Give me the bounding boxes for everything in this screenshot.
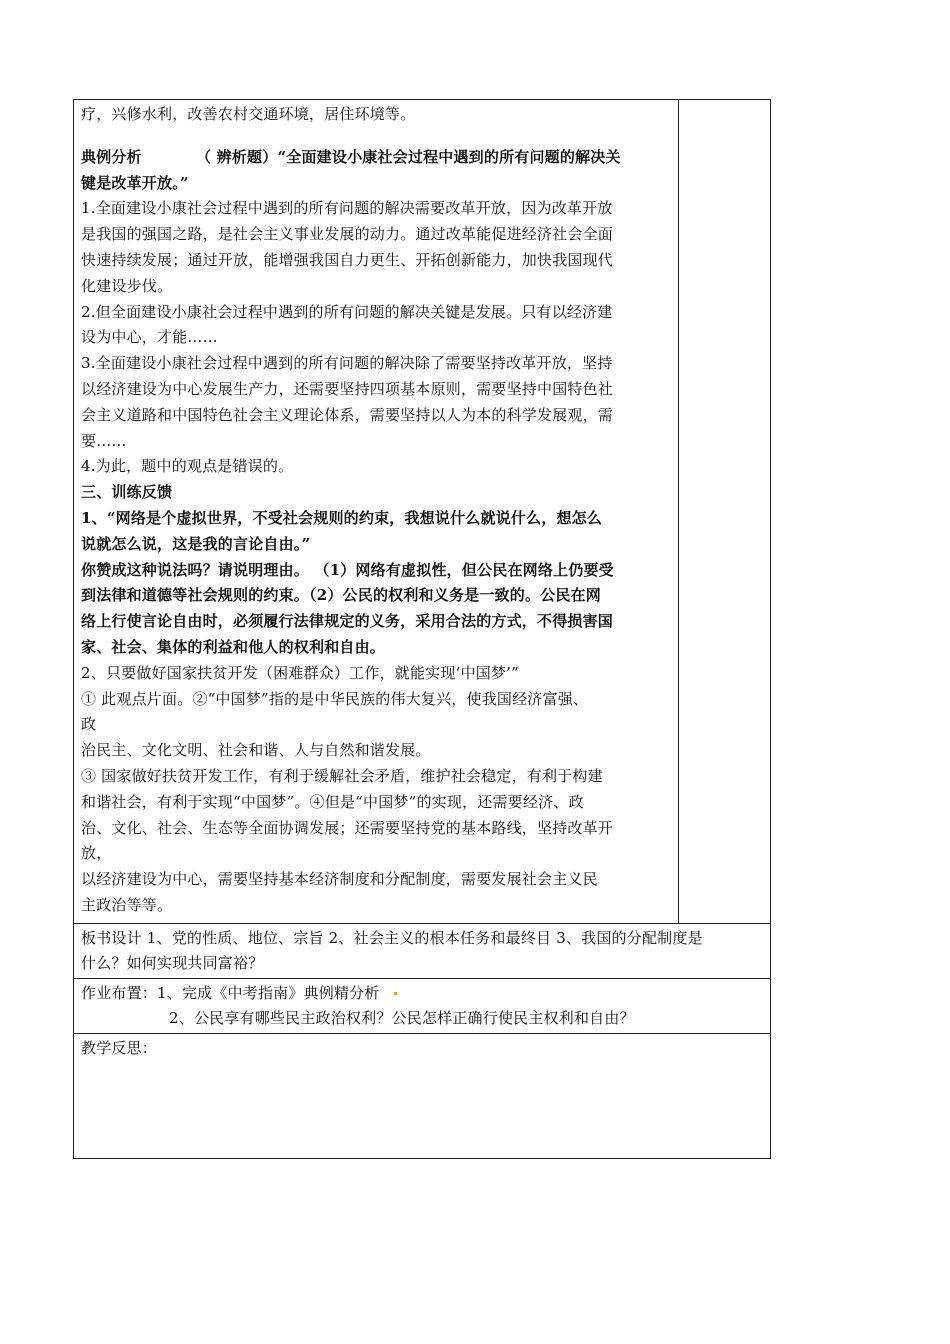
analysis-heading: 典例分析 （ 辨析题）“全面建设小康社会过程中遇到的所有问题的解决关 [81, 147, 621, 166]
question-2-line: 2、只要做好国家扶贫开发（困难群众）工作，就能实现‘中国梦’” [81, 663, 519, 682]
analysis-heading-cont: 键是改革开放。” [81, 173, 189, 192]
answer-2-line: 治、文化、社会、生态等全面协调发展；还需要坚持党的基本路线，坚持改革开 [81, 818, 614, 837]
answer-2-line: 以经济建设为中心，需要坚持基本经济制度和分配制度，需要发展社会主义民 [81, 870, 598, 889]
point-1-line: 化建设步伐。 [81, 276, 173, 295]
point-1-line: 快速持续发展；通过开放，能增强我国自力更生、开拓创新能力，加快我国现代 [81, 250, 614, 269]
point-3-line: 3.全面建设小康社会过程中遇到的所有问题的解决除了需要坚持改革开放，坚持 [81, 354, 613, 373]
question-1-line: 说就怎么说，这是我的言论自由。” [81, 534, 311, 553]
answer-1-line: 络上行使言论自由时，必须履行法律规定的义务，采用合法的方式，不得损害国 [81, 612, 614, 631]
answer-2-line: 主政治等等。 [81, 895, 173, 914]
point-1-line: 1.全面建设小康社会过程中遇到的所有问题的解决需要改革开放，因为改革开放 [81, 199, 613, 218]
answer-2-line: 放， [81, 844, 112, 863]
reflection-row [74, 1034, 770, 1158]
board-design-line: 板书设计 1、党的性质、地位、宗旨 2、社会主义的根本任务和最终目 3、我国的分配制度是 [81, 928, 703, 947]
point-3-line: 以经济建设为中心发展生产力，还需要坚持四项基本原则，需要坚持中国特色社 [81, 379, 614, 398]
point-2-line: 2.但全面建设小康社会过程中遇到的所有问题的解决关键是发展。只有以经济建 [81, 302, 613, 321]
section-3-title: 三、训练反馈 [81, 483, 173, 502]
notes-cell [679, 100, 770, 923]
answer-2-line: ③ 国家做好扶贫开发工作，有利于缓解社会矛盾，维护社会稳定，有利于构建 [81, 766, 603, 785]
answer-2-line: 政 [81, 715, 97, 734]
content-cell [74, 100, 679, 923]
point-2-line: 设为中心，才能…… [81, 328, 218, 347]
intro-line: 疗，兴修水利，改善农村交通环境，居住环境等。 [81, 105, 416, 123]
point-4-line: 4.为此，题中的观点是错误的。 [81, 457, 294, 476]
answer-2-line: 和谐社会，有利于实现“中国梦”。④但是“中国梦”的实现，还需要经济、政 [81, 792, 584, 811]
homework-line-2: 2、公民享有哪些民主政治权利？公民怎样正确行使民主权利和自由？ [169, 1008, 635, 1027]
answer-1-line: 家、社会、集体的利益和他人的权利和自由。 [81, 637, 386, 656]
mark-dot [394, 992, 397, 995]
content-row [74, 100, 770, 924]
answer-1-line: 你赞成这种说法吗？请说明理由。 （1）网络有虚拟性，但公民在网络上仍要受 [81, 560, 614, 579]
point-3-line: 要…… [81, 431, 127, 450]
point-1-line: 是我国的强国之路，是社会主义事业发展的动力。通过改革能促进经济社会全面 [81, 225, 614, 244]
point-3-line: 会主义道路和中国特色社会主义理论体系，需要坚持以人为本的科学发展观，需 [81, 405, 614, 424]
homework-line-1: 作业布置：1、完成《中考指南》典例精分析 [81, 983, 380, 1002]
board-design-row [74, 924, 770, 979]
answer-2-line: ① 此观点片面。②“中国梦”指的是中华民族的伟大复兴，使我国经济富强、 [81, 689, 589, 708]
homework-row [74, 979, 770, 1034]
question-1-line: 1、“网络是个虚拟世界，不受社会规则的约束，我想说什么就说什么，想怎么 [81, 508, 603, 527]
answer-2-line: 治民主、文化文明、社会和谐、人与自然和谐发展。 [81, 741, 431, 760]
reflection-label: 教学反思： [81, 1038, 158, 1057]
lesson-table [73, 99, 771, 1159]
answer-1-line: 到法律和道德等社会规则的约束。（2）公民的权利和义务是一致的。公民在网 [81, 586, 601, 605]
board-design-line: 什么？如何实现共同富裕？ [81, 953, 264, 972]
